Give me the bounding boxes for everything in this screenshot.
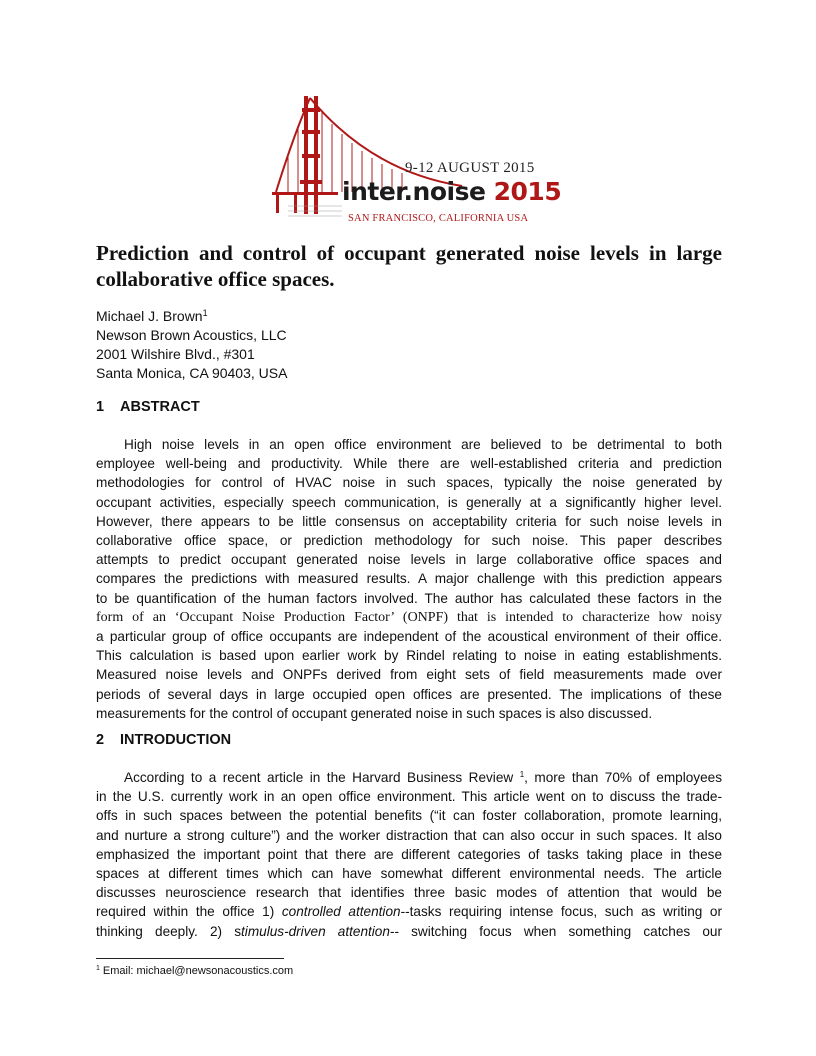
intro-line: [96, 902, 722, 921]
conference-location: SAN FRANCISCO, CALIFORNIA USA: [348, 213, 529, 224]
introduction-paragraph: [96, 768, 722, 941]
abstract-line: occupant activities, especially speech communication, is generally at a significantly higher level.: [96, 494, 722, 510]
brand-name: inter.noise: [342, 177, 486, 206]
abstract-line: Measured noise levels and ONPFs derived from eight sets of field measurements made over: [96, 667, 722, 683]
abstract-paragraph: [96, 435, 722, 723]
abstract-line: This calculation is based upon earlier work by Rindel relating to noise in eating establishments.: [96, 648, 722, 664]
abstract-line: collaborative office space, or prediction methodology for such noise. This paper describes: [96, 533, 722, 549]
section-number: 2: [96, 732, 105, 748]
abstract-heading: [96, 399, 200, 415]
conference-logo: [272, 94, 562, 234]
abstract-line: methodologies for control of HVAC noise in such spaces, typically the noise generated by: [96, 475, 722, 491]
intro-line: and nurture a strong culture”) and the worker distraction that can also occur in such spaces. It also: [96, 827, 722, 843]
intro-text: According to a recent article in the Harvard Business Review: [124, 770, 520, 785]
section-title: ABSTRACT: [120, 399, 200, 415]
section-number: 1: [96, 399, 105, 415]
abstract-line: High noise levels in an open office environment are believed to be detrimental to both: [124, 437, 722, 452]
footnote-text[interactable]: Email: michael@newsonacoustics.com: [102, 965, 294, 977]
intro-line: in the U.S. currently work in an open office environment. This article went on to discuss the trade-: [96, 789, 722, 805]
intro-text: thinking deeply. 2) s: [96, 923, 242, 939]
abstract-line: employee well-being and productivity. While there are well-established criteria and prediction: [96, 456, 722, 472]
abstract-line: to be quantification of the human factors involved. The author has calculated these factors in the: [96, 590, 722, 606]
abstract-line: compares the predictions with measured results. A major challenge with this prediction appears: [96, 571, 722, 587]
intro-line: [96, 768, 722, 787]
footnote-mark: 1: [96, 965, 100, 972]
introduction-heading: [96, 732, 231, 748]
citation-ref[interactable]: 1: [519, 770, 525, 779]
conference-brand: [342, 177, 561, 206]
author-address-2: Santa Monica, CA 90403, USA: [96, 365, 288, 381]
abstract-line: attempts to predict occupant generated noise levels in large collaborative office spaces and: [96, 552, 722, 568]
intro-text: -- switching focus when something catches our: [389, 923, 722, 939]
intro-text: --tasks requiring intense focus, such as writing or: [400, 904, 722, 920]
footnote: [96, 965, 293, 977]
conference-dates: 9-12 AUGUST 2015: [405, 160, 535, 176]
abstract-line: periods of several days in large occupied open offices are presented. The implications of these: [96, 686, 722, 702]
abstract-line: form of an ‘Occupant Noise Production Factor’ (ONPF) that is intended to characterize how noisy: [96, 609, 722, 625]
author-address-1: 2001 Wilshire Blvd., #301: [96, 346, 255, 362]
section-title: INTRODUCTION: [120, 732, 232, 748]
intro-line: discusses neuroscience research that identifies three basic modes of attention that would be: [96, 885, 722, 901]
title-line-2: collaborative office spaces.: [96, 267, 335, 291]
author-block: [96, 307, 287, 383]
author-name-line: [96, 307, 287, 326]
author-name: Michael J. Brown: [96, 308, 203, 324]
intro-emphasis: controlled attention: [281, 904, 401, 920]
footnote-rule: [96, 958, 284, 959]
author-footnote-mark: 1: [202, 308, 208, 318]
intro-text: required within the office 1): [96, 904, 282, 920]
intro-line: [96, 922, 722, 941]
intro-text: , more than 70% of employees: [524, 770, 722, 785]
abstract-line: a particular group of office occupants are independent of the acoustical environment of their office.: [96, 629, 722, 645]
title-line-1: Prediction and control of occupant generated noise levels in large: [96, 241, 722, 265]
abstract-line: measurements for the control of occupant generated noise in such spaces is also discussed.: [96, 705, 653, 721]
author-affiliation: Newson Brown Acoustics, LLC: [96, 327, 287, 343]
abstract-line: However, there appears to be little consensus on acceptability criteria for such noise levels in: [96, 513, 722, 529]
intro-line: offs in such spaces between the potential benefits (“it can foster collaboration, promote learning,: [96, 808, 722, 824]
intro-line: emphasized the important point that there are different categories of tasks taking place in these: [96, 846, 722, 862]
intro-emphasis: timulus-driven attention: [241, 923, 390, 939]
paper-title: [96, 240, 722, 292]
brand-year: 2015: [493, 177, 562, 206]
intro-line: spaces at different times which can have somewhat different environmental needs. The article: [96, 866, 722, 882]
